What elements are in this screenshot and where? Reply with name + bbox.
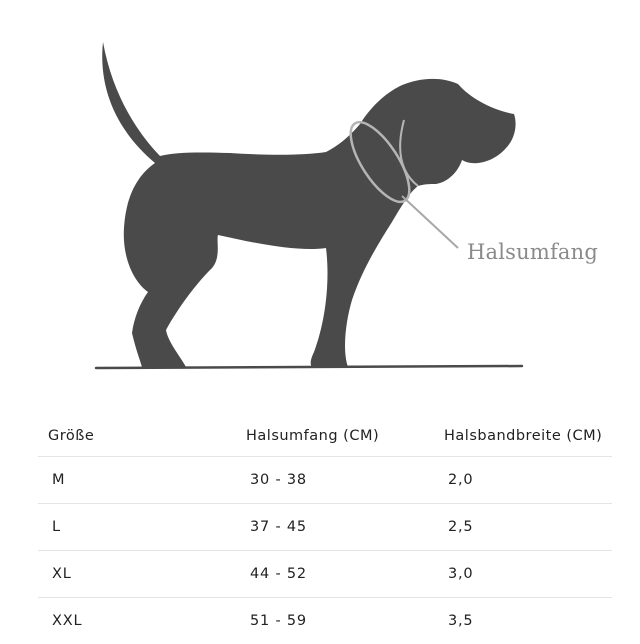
table-header-row xyxy=(38,416,612,457)
size-cell: XL xyxy=(38,551,236,598)
size-cell: M xyxy=(38,457,236,504)
collar-width-cell: 2,5 xyxy=(434,504,612,551)
column-header-size: Größe xyxy=(38,416,236,457)
collar-width-cell: 3,0 xyxy=(434,551,612,598)
size-chart-table xyxy=(38,416,612,644)
neck-circumference-cell: 44 - 52 xyxy=(236,551,434,598)
size-cell: L xyxy=(38,504,236,551)
column-header-collar-width: Halsbandbreite (CM) xyxy=(434,416,612,457)
size-cell: XXL xyxy=(38,598,236,644)
table-row xyxy=(38,598,612,644)
collar-width-cell: 2,0 xyxy=(434,457,612,504)
table-row xyxy=(38,504,612,551)
dog-silhouette xyxy=(102,42,515,367)
neck-circumference-cell: 37 - 45 xyxy=(236,504,434,551)
callout-line xyxy=(402,196,458,248)
collar-width-cell: 3,5 xyxy=(434,598,612,644)
table-row xyxy=(38,551,612,598)
neck-circumference-cell: 51 - 59 xyxy=(236,598,434,644)
column-header-neck-circumference: Halsumfang (CM) xyxy=(236,416,434,457)
table-row xyxy=(38,457,612,504)
neck-circumference-label: Halsumfang xyxy=(467,240,598,264)
neck-circumference-cell: 30 - 38 xyxy=(236,457,434,504)
